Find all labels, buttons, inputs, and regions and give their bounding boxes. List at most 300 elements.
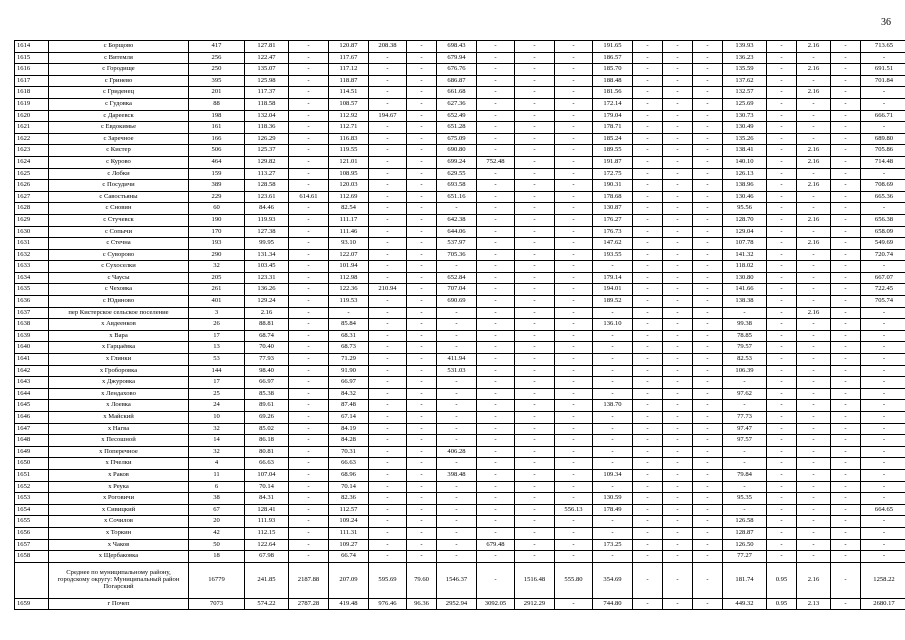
- row-number-cell: 1624: [15, 156, 49, 168]
- value-cell: 77.73: [723, 412, 767, 424]
- value-cell: -: [407, 493, 437, 505]
- table-row: [15, 249, 905, 261]
- value-cell: -: [369, 261, 407, 273]
- value-cell: 10: [189, 412, 245, 424]
- value-cell: -: [831, 191, 861, 203]
- value-cell: -: [767, 110, 797, 122]
- value-cell: -: [767, 168, 797, 180]
- value-cell: 190.31: [593, 180, 633, 192]
- value-cell: -: [633, 41, 663, 53]
- row-number-cell: 1648: [15, 435, 49, 447]
- value-cell: -: [767, 446, 797, 458]
- value-cell: -: [593, 446, 633, 458]
- value-cell: -: [289, 458, 329, 470]
- value-cell: 122.07: [329, 249, 369, 261]
- value-cell: -: [693, 330, 723, 342]
- settlement-name-cell: х Глинки: [49, 354, 189, 366]
- value-cell: -: [515, 377, 555, 389]
- value-cell: 136.26: [245, 284, 289, 296]
- value-cell: -: [663, 145, 693, 157]
- value-cell: 419.48: [329, 598, 369, 610]
- settlement-name-cell: х Лоевка: [49, 400, 189, 412]
- value-cell: -: [515, 388, 555, 400]
- settlement-name-cell: с Стечна: [49, 238, 189, 250]
- value-cell: -: [693, 319, 723, 331]
- value-cell: -: [861, 527, 905, 539]
- value-cell: 120.87: [329, 41, 369, 53]
- value-cell: -: [555, 377, 593, 389]
- value-cell: -: [663, 180, 693, 192]
- value-cell: -: [861, 539, 905, 551]
- value-cell: 129.24: [245, 296, 289, 308]
- value-cell: -: [861, 493, 905, 505]
- table-row: [15, 122, 905, 134]
- value-cell: -: [407, 446, 437, 458]
- value-cell: -: [555, 249, 593, 261]
- value-cell: 708.69: [861, 180, 905, 192]
- value-cell: 107.04: [245, 469, 289, 481]
- settlement-name-cell: х Майский: [49, 412, 189, 424]
- value-cell: -: [407, 365, 437, 377]
- value-cell: -: [477, 504, 515, 516]
- value-cell: -: [767, 249, 797, 261]
- value-cell: -: [693, 98, 723, 110]
- value-cell: -: [407, 284, 437, 296]
- value-cell: 125.37: [245, 145, 289, 157]
- settlement-name-cell: с Лобки: [49, 168, 189, 180]
- value-cell: 138.41: [723, 145, 767, 157]
- value-cell: -: [633, 98, 663, 110]
- value-cell: -: [369, 214, 407, 226]
- value-cell: 93.10: [329, 238, 369, 250]
- value-cell: -: [289, 493, 329, 505]
- value-cell: -: [663, 319, 693, 331]
- value-cell: -: [767, 551, 797, 563]
- value-cell: -: [289, 435, 329, 447]
- value-cell: -: [767, 330, 797, 342]
- value-cell: -: [767, 481, 797, 493]
- settlement-name-cell: х Поперечное: [49, 446, 189, 458]
- value-cell: -: [369, 296, 407, 308]
- value-cell: 101.94: [329, 261, 369, 273]
- value-cell: -: [477, 64, 515, 76]
- value-cell: -: [407, 261, 437, 273]
- value-cell: -: [593, 365, 633, 377]
- value-cell: -: [555, 516, 593, 528]
- value-cell: -: [693, 365, 723, 377]
- value-cell: -: [515, 203, 555, 215]
- value-cell: -: [797, 493, 831, 505]
- settlement-name-cell: г Почеп: [49, 598, 189, 610]
- value-cell: 84.32: [329, 388, 369, 400]
- value-cell: -: [477, 469, 515, 481]
- value-cell: -: [831, 261, 861, 273]
- table-row: [15, 400, 905, 412]
- value-cell: -: [767, 469, 797, 481]
- value-cell: -: [633, 214, 663, 226]
- value-cell: -: [477, 354, 515, 366]
- table-row: [15, 354, 905, 366]
- value-cell: 141.32: [723, 249, 767, 261]
- value-cell: -: [663, 191, 693, 203]
- value-cell: 614.61: [289, 191, 329, 203]
- value-cell: -: [369, 272, 407, 284]
- settlement-name-cell: х Торкин: [49, 527, 189, 539]
- value-cell: -: [407, 214, 437, 226]
- value-cell: -: [369, 388, 407, 400]
- value-cell: -: [369, 145, 407, 157]
- value-cell: -: [831, 272, 861, 284]
- value-cell: 136.23: [723, 52, 767, 64]
- settlement-name-cell: с Заречное: [49, 133, 189, 145]
- value-cell: 181.74: [723, 562, 767, 598]
- value-cell: -: [861, 435, 905, 447]
- value-cell: 2187.88: [289, 562, 329, 598]
- row-number-cell: 1643: [15, 377, 49, 389]
- value-cell: -: [555, 272, 593, 284]
- value-cell: -: [289, 388, 329, 400]
- value-cell: 111.17: [329, 214, 369, 226]
- value-cell: 664.65: [861, 504, 905, 516]
- value-cell: 112.57: [329, 504, 369, 516]
- value-cell: -: [633, 238, 663, 250]
- value-cell: -: [633, 261, 663, 273]
- value-cell: -: [407, 64, 437, 76]
- value-cell: -: [515, 133, 555, 145]
- value-cell: -: [693, 122, 723, 134]
- value-cell: -: [831, 203, 861, 215]
- value-cell: -: [767, 41, 797, 53]
- value-cell: 71.29: [329, 354, 369, 366]
- value-cell: 2.16: [797, 64, 831, 76]
- value-cell: -: [369, 458, 407, 470]
- value-cell: -: [407, 122, 437, 134]
- value-cell: -: [515, 516, 555, 528]
- value-cell: -: [477, 238, 515, 250]
- table-row: [15, 261, 905, 273]
- value-cell: -: [477, 307, 515, 319]
- value-cell: -: [633, 539, 663, 551]
- value-cell: -: [369, 504, 407, 516]
- value-cell: 2952.94: [437, 598, 477, 610]
- value-cell: 97.57: [723, 435, 767, 447]
- value-cell: -: [693, 75, 723, 87]
- value-cell: 161: [189, 122, 245, 134]
- value-cell: -: [369, 527, 407, 539]
- value-cell: -: [369, 133, 407, 145]
- value-cell: -: [477, 493, 515, 505]
- value-cell: 125.98: [245, 75, 289, 87]
- value-cell: -: [407, 458, 437, 470]
- value-cell: 656.38: [861, 214, 905, 226]
- value-cell: -: [767, 412, 797, 424]
- value-cell: -: [515, 539, 555, 551]
- value-cell: -: [515, 272, 555, 284]
- value-cell: -: [407, 481, 437, 493]
- value-cell: 17: [189, 377, 245, 389]
- value-cell: -: [767, 296, 797, 308]
- value-cell: -: [633, 191, 663, 203]
- value-cell: -: [693, 562, 723, 598]
- row-number-cell: 1632: [15, 249, 49, 261]
- table-row: [15, 110, 905, 122]
- value-cell: 7073: [189, 598, 245, 610]
- value-cell: 67.14: [329, 412, 369, 424]
- value-cell: -: [797, 261, 831, 273]
- value-cell: 122.47: [245, 52, 289, 64]
- value-cell: -: [555, 539, 593, 551]
- value-cell: -: [407, 307, 437, 319]
- value-cell: -: [407, 75, 437, 87]
- settlement-name-cell: х Лендахово: [49, 388, 189, 400]
- value-cell: -: [767, 238, 797, 250]
- value-cell: 172.14: [593, 98, 633, 110]
- value-cell: 186.57: [593, 52, 633, 64]
- value-cell: -: [831, 423, 861, 435]
- value-cell: -: [831, 180, 861, 192]
- value-cell: -: [861, 330, 905, 342]
- value-cell: 144: [189, 365, 245, 377]
- value-cell: -: [633, 64, 663, 76]
- value-cell: -: [633, 388, 663, 400]
- table-row: [15, 75, 905, 87]
- value-cell: -: [663, 156, 693, 168]
- value-cell: -: [831, 388, 861, 400]
- value-cell: -: [633, 493, 663, 505]
- value-cell: -: [663, 458, 693, 470]
- value-cell: -: [633, 133, 663, 145]
- value-cell: 112.92: [329, 110, 369, 122]
- value-cell: -: [555, 435, 593, 447]
- value-cell: -: [477, 330, 515, 342]
- value-cell: -: [797, 365, 831, 377]
- value-cell: -: [593, 342, 633, 354]
- value-cell: -: [831, 168, 861, 180]
- table-row: [15, 87, 905, 99]
- value-cell: -: [633, 469, 663, 481]
- value-cell: -: [797, 377, 831, 389]
- table-row: [15, 145, 905, 157]
- value-cell: 537.97: [437, 238, 477, 250]
- value-cell: 2.13: [797, 598, 831, 610]
- value-cell: 193.55: [593, 249, 633, 261]
- value-cell: 194.67: [369, 110, 407, 122]
- value-cell: -: [663, 214, 693, 226]
- value-cell: -: [693, 539, 723, 551]
- value-cell: 60: [189, 203, 245, 215]
- value-cell: 112.71: [329, 122, 369, 134]
- value-cell: -: [693, 87, 723, 99]
- value-cell: -: [515, 354, 555, 366]
- row-number-cell: 1659: [15, 598, 49, 610]
- value-cell: -: [693, 284, 723, 296]
- value-cell: -: [633, 342, 663, 354]
- value-cell: -: [289, 284, 329, 296]
- value-cell: -: [593, 261, 633, 273]
- value-cell: -: [369, 319, 407, 331]
- value-cell: -: [289, 214, 329, 226]
- value-cell: 120.03: [329, 180, 369, 192]
- value-cell: -: [831, 435, 861, 447]
- value-cell: -: [369, 238, 407, 250]
- value-cell: 126.13: [723, 168, 767, 180]
- value-cell: 117.67: [329, 52, 369, 64]
- value-cell: -: [797, 469, 831, 481]
- row-number-cell: 1653: [15, 493, 49, 505]
- value-cell: -: [663, 423, 693, 435]
- value-cell: -: [861, 388, 905, 400]
- value-cell: 70.31: [329, 446, 369, 458]
- settlement-name-cell: с Гриденец: [49, 87, 189, 99]
- value-cell: 354.69: [593, 562, 633, 598]
- value-cell: -: [477, 435, 515, 447]
- value-cell: 129.82: [245, 156, 289, 168]
- value-cell: -: [767, 284, 797, 296]
- value-cell: -: [369, 156, 407, 168]
- value-cell: 66.63: [329, 458, 369, 470]
- row-number-cell: 1647: [15, 423, 49, 435]
- settlement-name-cell: с Чеховка: [49, 284, 189, 296]
- value-cell: -: [797, 446, 831, 458]
- settlement-name-cell: с Городище: [49, 64, 189, 76]
- row-number-cell: 1617: [15, 75, 49, 87]
- table-row: [15, 319, 905, 331]
- value-cell: -: [693, 296, 723, 308]
- value-cell: -: [767, 64, 797, 76]
- value-cell: 406.28: [437, 446, 477, 458]
- value-cell: -: [797, 481, 831, 493]
- value-cell: 198: [189, 110, 245, 122]
- value-cell: -: [407, 226, 437, 238]
- value-cell: -: [633, 156, 663, 168]
- row-number-cell: 1646: [15, 412, 49, 424]
- value-cell: -: [477, 226, 515, 238]
- value-cell: 141.66: [723, 284, 767, 296]
- value-cell: -: [633, 180, 663, 192]
- value-cell: -: [515, 342, 555, 354]
- value-cell: 194.01: [593, 284, 633, 296]
- value-cell: -: [861, 307, 905, 319]
- value-cell: -: [407, 388, 437, 400]
- value-cell: 3: [189, 307, 245, 319]
- value-cell: -: [831, 122, 861, 134]
- settlement-name-cell: х Авдеенков: [49, 319, 189, 331]
- value-cell: -: [515, 527, 555, 539]
- table-row: [15, 191, 905, 203]
- value-cell: -: [515, 469, 555, 481]
- settlement-name-cell: с Борщово: [49, 41, 189, 53]
- value-cell: 205: [189, 272, 245, 284]
- value-cell: 3092.05: [477, 598, 515, 610]
- value-cell: -: [633, 87, 663, 99]
- value-cell: -: [797, 226, 831, 238]
- value-cell: 130.49: [723, 122, 767, 134]
- value-cell: 113.27: [245, 168, 289, 180]
- value-cell: -: [831, 516, 861, 528]
- value-cell: -: [831, 330, 861, 342]
- value-cell: -: [693, 156, 723, 168]
- table-row: [15, 203, 905, 215]
- value-cell: 713.65: [861, 41, 905, 53]
- value-cell: -: [555, 41, 593, 53]
- value-cell: -: [515, 110, 555, 122]
- value-cell: 79.57: [723, 342, 767, 354]
- value-cell: -: [861, 458, 905, 470]
- value-cell: -: [693, 145, 723, 157]
- value-cell: 2.16: [797, 87, 831, 99]
- value-cell: -: [767, 423, 797, 435]
- value-cell: -: [477, 423, 515, 435]
- value-cell: -: [477, 180, 515, 192]
- value-cell: -: [767, 319, 797, 331]
- row-number-cell: 1623: [15, 145, 49, 157]
- table-row: [15, 156, 905, 168]
- value-cell: -: [515, 458, 555, 470]
- value-cell: -: [767, 354, 797, 366]
- value-cell: 85.84: [329, 319, 369, 331]
- value-cell: 138.70: [593, 400, 633, 412]
- value-cell: -: [477, 400, 515, 412]
- value-cell: -: [407, 354, 437, 366]
- value-cell: 121.01: [329, 156, 369, 168]
- row-number-cell: 1645: [15, 400, 49, 412]
- value-cell: -: [663, 168, 693, 180]
- value-cell: -: [515, 481, 555, 493]
- value-cell: 78.85: [723, 330, 767, 342]
- table-row: [15, 168, 905, 180]
- settlement-name-cell: х Реука: [49, 481, 189, 493]
- value-cell: 85.38: [245, 388, 289, 400]
- value-cell: -: [831, 469, 861, 481]
- value-cell: -: [861, 87, 905, 99]
- value-cell: -: [407, 423, 437, 435]
- value-cell: -: [555, 203, 593, 215]
- value-cell: -: [289, 377, 329, 389]
- value-cell: -: [477, 481, 515, 493]
- value-cell: -: [633, 598, 663, 610]
- value-cell: -: [663, 493, 693, 505]
- value-cell: -: [797, 249, 831, 261]
- value-cell: 68.31: [329, 330, 369, 342]
- value-cell: -: [477, 272, 515, 284]
- settlement-name-cell: х Раков: [49, 469, 189, 481]
- value-cell: 256: [189, 52, 245, 64]
- value-cell: -: [861, 354, 905, 366]
- table-row: [15, 446, 905, 458]
- value-cell: -: [477, 41, 515, 53]
- value-cell: -: [831, 504, 861, 516]
- table-row: [15, 238, 905, 250]
- value-cell: -: [861, 98, 905, 110]
- value-cell: -: [555, 400, 593, 412]
- value-cell: 20: [189, 516, 245, 528]
- value-cell: 82.36: [329, 493, 369, 505]
- value-cell: -: [515, 284, 555, 296]
- value-cell: 103.45: [245, 261, 289, 273]
- value-cell: 77.27: [723, 551, 767, 563]
- value-cell: -: [593, 516, 633, 528]
- value-cell: -: [477, 516, 515, 528]
- value-cell: 176.73: [593, 226, 633, 238]
- value-cell: -: [477, 52, 515, 64]
- value-cell: 147.62: [593, 238, 633, 250]
- row-number-cell: 1657: [15, 539, 49, 551]
- value-cell: 464: [189, 156, 245, 168]
- value-cell: -: [633, 296, 663, 308]
- value-cell: 2912.29: [515, 598, 555, 610]
- value-cell: -: [289, 446, 329, 458]
- value-cell: 125.69: [723, 98, 767, 110]
